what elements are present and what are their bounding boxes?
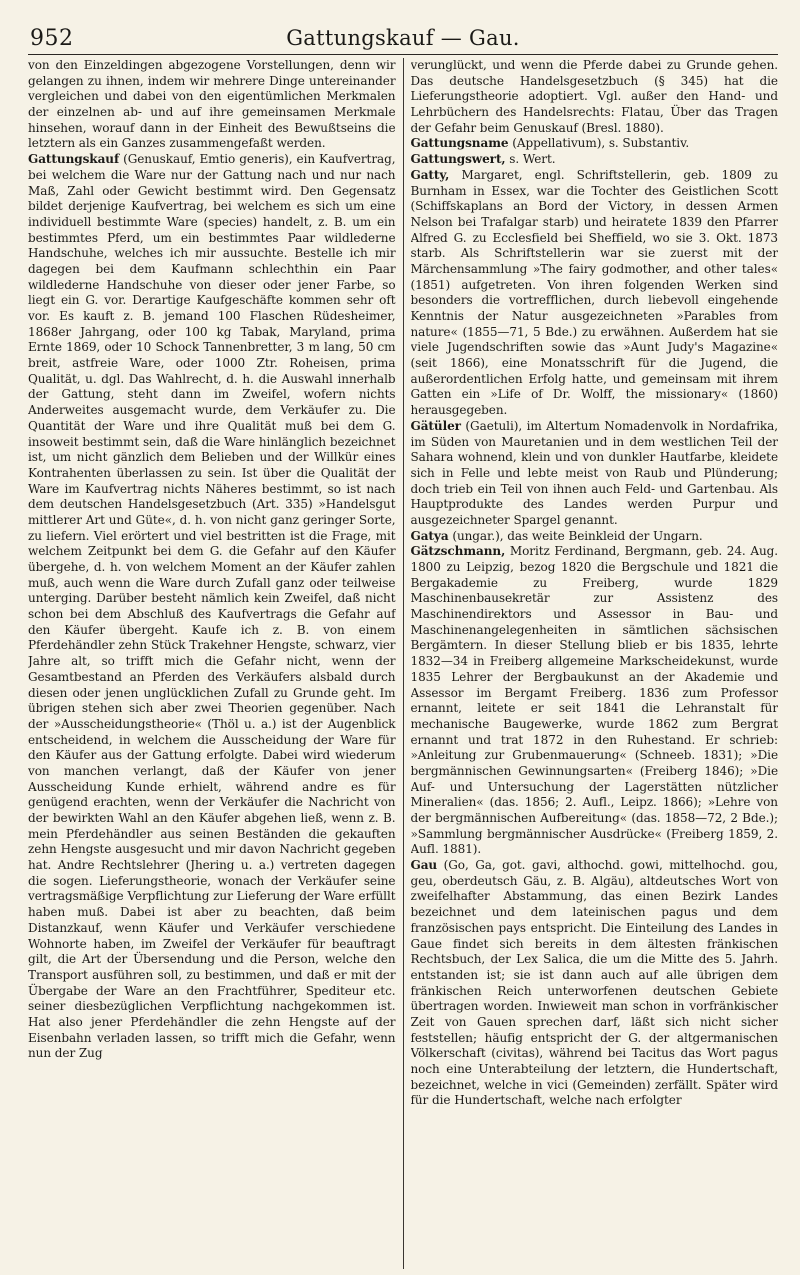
dictionary-entry <box>411 529 779 545</box>
dictionary-entry <box>411 136 779 152</box>
page-number: 952 <box>30 26 74 51</box>
entry-text: s. Wert. <box>505 152 556 167</box>
page-header <box>28 18 778 55</box>
entry-headword: Gätüler <box>410 418 461 433</box>
continued-text <box>28 58 396 152</box>
entry-text: (Go, Ga, got. gavi, althochd. gowi, mittelhochd. gou, geu, oberdeutsch Gäu, z. B. Algäu), altdeutsches Wort von zweifelhafter Abstammung, das einen Bezirk Landes bezeichnet und dem lateinischen pagus und dem französischen pays entspricht. Die Einteilung des Landes in Gaue findet sich bereits in dem ältesten fränkischen Rechtsbuch, der Lex Salica, die um die Mitte des 5. Jahrh. entstanden ist; sie ist dann auch auf alle übrigen dem fränkischen Reich unterworfenen deutschen Gebiete übertragen worden. Inwieweit man schon in vorfränkischer Zeit von Gauen sprechen darf, läßt sich nicht sicher feststellen; häufig entspricht der G. der altgermanischen Völkerschaft (civitas), während bei Tacitus das Wort pagus noch eine Unterabteilung der letztern, die Hundertschaft, bezeichnet, welche in vici (Gemeinden) zerfällt. Später wird für die Hundertschaft, welche nach erfolgter <box>410 858 778 1108</box>
entry-text: (Gaetuli), im Altertum Nomadenvolk in Nordafrika, im Süden von Mauretanien und in dem westlichen Teil der Sahara wohnend, klein und von dunkler Hautfarbe, kleidete sich in Felle und lebte meist von Raub und Plünderung; doch trieb ein Teil von ihnen auch Feld- und Gartenbau. Als Hauptprodukte des Landes werden Purpur und ausgezeichneter Spargel genannt. <box>410 418 778 527</box>
right-column <box>411 58 779 1269</box>
dictionary-entry <box>28 152 396 1062</box>
entry-headword: Gau <box>410 858 438 873</box>
entry-text: von den Einzeldingen abgezogene Vorstellungen, denn wir gelangen zu ihnen, indem wir mehrere Dinge untereinander vergleichen und dabei von den eigentümlichen Merkmalen der einzelnen ab- und auf ihre gemeinsamen Merkmale hinsehen, worauf dann in der Einheit des Bewußtseins die letztern als ein Ganzes zusammengefaßt werden. <box>28 58 396 151</box>
entry-headword: Gatya <box>410 528 449 543</box>
continued-text <box>411 58 779 136</box>
entry-headword: Gattungsname <box>410 136 509 151</box>
left-column <box>28 58 396 1269</box>
dictionary-entry <box>411 858 779 1109</box>
text-columns <box>28 58 778 1269</box>
entry-headword: Gatty, <box>410 167 450 182</box>
column-divider <box>403 58 404 1269</box>
dictionary-entry <box>411 544 779 858</box>
entry-headword: Gattungswert, <box>410 152 506 167</box>
entry-text: Margaret, engl. Schriftstellerin, geb. 1809 zu Burnham in Essex, war die Tochter des Geistlichen Scott (Schiffskaplans an Bord der Victory, in dessen Armen Nelson bei Trafalgar starb) und heiratete 1839 den Pfarrer Alfred G. zu Ecclesfield bei Sheffield, wo sie 3. Okt. 1873 starb. Als Schriftstellerin war sie zuerst mit der Märchensammlung »The fairy godmother, and other tales« (1851) aufgetreten. Von ihren folgenden Werken sind besonders die vortrefflichen, durch liebevoll eingehende Kenntnis der Natur ausgezeichneten »Parables from nature« (1855—71, 5 Bde.) zu erwähnen. Außerdem hat sie viele Jugendschriften sowie das »Aunt Judy's Magazine« (seit 1866), eine Monatsschrift für die Jugend, die außerordentlichen Erfolg hatte, und gemeinsam mit ihrem Gatten ein »Life of Dr. Wolff, the missionary« (1860) herausgegeben. <box>410 167 778 418</box>
dictionary-entry <box>411 419 779 529</box>
running-title: Gattungskauf — Gau. <box>286 26 520 50</box>
dictionary-entry <box>411 152 779 168</box>
entry-headword: Gätzschmann, <box>410 544 506 559</box>
dictionary-entry <box>411 168 779 419</box>
entry-text: Moritz Ferdinand, Bergmann, geb. 24. Aug. 1800 zu Leipzig, bezog 1820 die Bergschule und 1821 die Bergakademie zu Freiberg, wurde 1829 Maschinenbausekretär zur Assistenz des Maschinendirektors und Assessor in Bau- und Maschinenangelegenheiten in sämtlichen sächsischen Bergämtern. In dieser Stellung blieb er bis 1835, lehrte 1832—34 in Freiberg allgemeine Markscheidekunst, wurde 1835 Lehrer der Bergbaukunst an der Akademie und Assessor im Bergamt Freiberg. 1836 zum Professor ernannt, leitete er seit 1841 die Lehranstalt für mechanische Baugewerke, wurde 1862 zum Bergrat ernannt und trat 1872 in den Ruhestand. Er schrieb: »Anleitung zur Grubenmauerung« (Schneeb. 1831); »Die bergmännischen Gewinnungsarten« (Freiberg 1846); »Die Auf- und Untersuchung der Lagerstätten nützlicher Mineralien« (das. 1856; 2. Aufl., Leipz. 1866); »Lehre von der bergmännischen Aufbereitung« (das. 1858—72, 2 Bde.); »Sammlung bergmännischer Ausdrücke« (Freiberg 1859, 2. Aufl. 1881). <box>410 544 778 857</box>
entry-text: (ungar.), das weite Beinkleid der Ungarn. <box>448 528 703 543</box>
entry-text: verunglückt, und wenn die Pferde dabei zu Grunde gehen. Das deutsche Handelsgesetzbuch (§ 345) hat die Lieferungstheorie adoptiert. Vgl. außer den Hand- und Lehrbüchern des Handelsrechts: Flatau, Über das Tragen der Gefahr beim Genuskauf (Bresl. 1880). <box>410 58 778 135</box>
entry-headword: Gattungskauf <box>28 152 120 167</box>
entry-text: (Genuskauf, Emtio generis), ein Kaufvertrag, bei welchem die Ware nur der Gattung nach und nur nach Maß, Zahl oder Gewicht bestimmt wird. Den Gegensatz bildet derjenige Kaufvertrag, bei welchem es sich um eine individuell bestimmte Ware (species) handelt, z. B. um ein bestimmtes Pferd, um ein bestimmtes Paar wildlederne Handschuhe, welches ich mir aussuchte. Bestelle ich mir dagegen bei dem Kaufmann schlechthin ein Paar wildlederne Handschuhe von dieser oder jener Farbe, so liegt ein G. vor. Derartige Kaufgeschäfte kommen sehr oft vor. Es kauft z. B. jemand 100 Flaschen Rüdesheimer, 1868er Jahrgang, oder 100 kg Tabak, Maryland, prima Ernte 1869, oder 10 Schock Tannenbretter, 3 m lang, 50 cm breit, astfreie Ware, oder 1000 Ztr. Roheisen, prima Qualität, u. dgl. Das Wahlrecht, d. h. die Auswahl innerhalb der Gattung, steht dann im Zweifel, wofern nichts Anderweites ausgemacht wurde, dem Verkäufer zu. Die Quantität der Ware und ihre Qualität muß bei dem G. insoweit bestimmt sein, daß die Ware hinlänglich bezeichnet ist, um nicht gänzlich dem Belieben und der Willkür eines Kontrahenten überlassen zu sein. Ist über die Qualität der Ware im Kaufvertrag nichts Näheres bestimmt, so ist nach dem deutschen Handelsgesetzbuch (Art. 335) »Handelsgut mittlerer Art und Güte«, d. h. von nicht ganz geringer Sorte, zu liefern. Viel erörtert und viel bestritten ist die Frage, mit welchem Zeitpunkt bei dem G. die Gefahr auf den Käufer übergehe, d. h. von welchem Moment an der Käufer zahlen muß, auch wenn die Ware durch Zufall ganz oder teilweise unterging. Darüber besteht nämlich kein Zweifel, daß nicht schon bei dem Abschluß des Kaufvertrags die Gefahr auf den Käufer übergeht. Kaufe ich z. B. von einem Pferdehändler zehn Stück Trakehner Hengste, schwarz, vier Jahre alt, so trifft mich die Gefahr nicht, wenn der Gesamtbestand an Pferden des Verkäufers alsbald durch diesen oder jenen unglücklichen Zufall zu Grunde geht. Im übrigen stehen sich aber zwei Theorien gegenüber. Nach der »Ausscheidungstheorie« (Thöl u. a.) ist der Augenblick entscheidend, in welchem die Ausscheidung der Ware für den Käufer aus der Gattung erfolgte. Dabei wird wiederum von manchen verlangt, daß der Käufer von jener Ausscheidung Kunde erhielt, während andre es für genügend erachten, wenn der Verkäufer die Nachricht von der bewirkten Wahl an den Käufer abgehen ließ, wenn z. B. mein Pferdehändler aus seinen Beständen die gekauften zehn Hengste ausgesucht und mir davon Nachricht gegeben hat. Andre Rechtslehrer (Jhering u. a.) vertreten dagegen die sogen. Lieferungstheorie, wonach der Verkäufer seine vertragsmäßige Verpflichtung zur Lieferung der Ware erfüllt haben muß. Dabei ist aber zu beachten, daß beim Distanzkauf, wenn Käufer und Verkäufer verschiedene Wohnorte haben, im Zweifel der Verkäufer für beauftragt gilt, die Art der Übersendung und die Person, welche den Transport ausführen soll, zu bestimmen, und daß er mit der Übergabe der Ware an den Frachtführer, Spediteur etc. seiner diesbezüglichen Verpflichtung nachgekommen ist. Hat also jener Pferdehändler die zehn Hengste auf der Eisenbahn verladen lassen, so trifft mich die Gefahr, wenn nun der Zug <box>28 152 396 1061</box>
entry-text: (Appellativum), s. Substantiv. <box>508 136 690 151</box>
